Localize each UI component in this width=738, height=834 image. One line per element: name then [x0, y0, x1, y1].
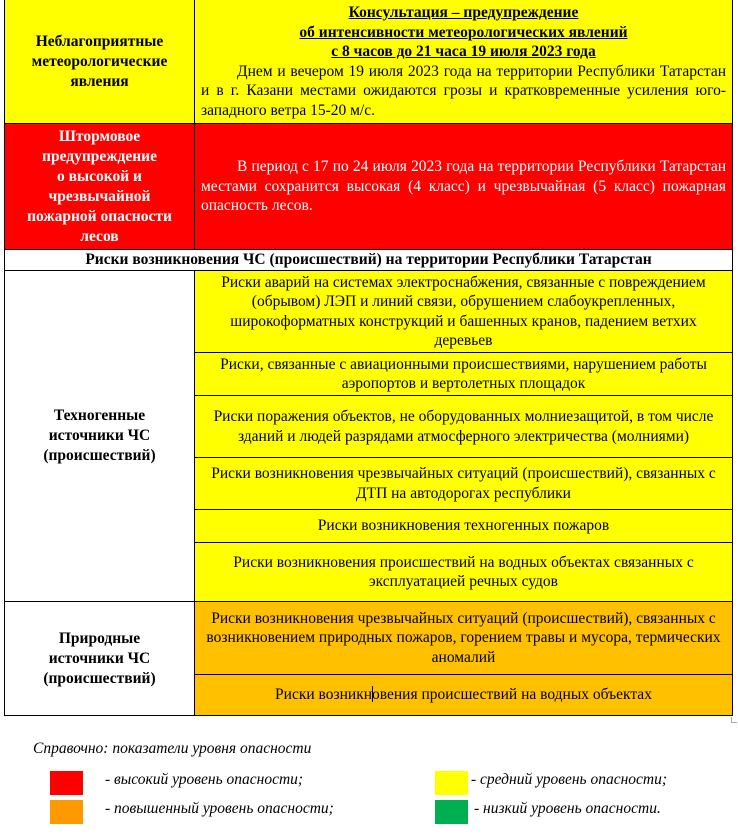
storm-label-line: Штормовое	[58, 127, 141, 145]
legend-swatch-elevated	[50, 800, 83, 824]
storm-label-cell	[5, 124, 195, 250]
legend-swatch-low	[435, 800, 468, 824]
legend-swatch-high	[50, 771, 83, 795]
risk-item-text-part: Риски возникн	[275, 686, 373, 704]
legend-medium: - средний уровень опасности;	[471, 771, 668, 788]
storm-label-line: чрезвычайной	[48, 187, 151, 205]
risks-header: Риски возникновения ЧС (происшествий) на территории Республики Татарстан	[5, 250, 733, 271]
risk-item: Риски возникновения происшествий на водных объектах связанных с эксплуатацией речных судов	[195, 543, 733, 602]
storm-content-cell	[195, 124, 733, 250]
weather-text: Днем и вечером 19 июля 2023 года на территории Республики Татарстан и в г. Казани местами ожидаются грозы и кратковременные усиления юго-западного ветра 15-20 м/с.	[201, 62, 726, 119]
weather-title-line-3: с 8 часов до 21 часа 19 июля 2023 года	[331, 43, 596, 60]
technogenic-label-line: источники ЧС	[48, 427, 151, 444]
technogenic-label-cell	[5, 271, 195, 602]
storm-label-line: лесов	[80, 227, 119, 245]
legend-high: - высокий уровень опасности;	[105, 771, 304, 788]
legend-swatch-medium	[435, 771, 468, 795]
natural-label-line: источники ЧС	[48, 649, 151, 667]
natural-label-line: Природные	[58, 629, 141, 647]
risk-table	[4, 0, 733, 716]
risk-item: Риски возникновения чрезвычайных ситуаций (происшествий), связанных с возникновением природных пожаров, горением травы и мусора, термических аномалий	[195, 602, 733, 675]
risk-item: Риски возникновения чрезвычайных ситуаций (происшествий), связанных с ДТП на автодорогах республики	[195, 458, 733, 510]
risk-item-editable[interactable]	[195, 675, 733, 716]
legend-low: - низкий уровень опасности.	[474, 800, 661, 817]
storm-label-line: предупреждение	[42, 147, 157, 165]
weather-label: Неблагоприятные метеорологические явления	[31, 32, 168, 90]
risk-item: Риски поражения объектов, не оборудованных молниезащитой, в том числе зданий и людей разрядами атмосферного электричества (молниями)	[195, 396, 733, 458]
technogenic-label-line: (происшествий)	[43, 447, 156, 464]
weather-label-cell	[5, 0, 195, 124]
weather-content-cell	[195, 0, 733, 124]
natural-label-line: (происшествий)	[43, 669, 156, 687]
risk-item: Риски возникновения техногенных пожаров	[195, 510, 733, 543]
legend-elevated: - повышенный уровень опасности;	[105, 800, 334, 817]
table-resize-handle[interactable]	[731, 717, 737, 723]
storm-label-line: пожарной опасности	[27, 207, 172, 225]
technogenic-label-line: Техногенные	[53, 407, 146, 424]
risk-item: Риски, связанные с авиационными происшествиями, нарушением работы аэропортов и вертолетных площадок	[195, 353, 733, 396]
legend-title: Справочно: показатели уровня опасности	[33, 740, 312, 757]
weather-title-line-1: Консультация – предупреждение	[348, 4, 579, 21]
weather-title-line-2: об интенсивности метеорологических явлений	[299, 23, 628, 41]
storm-text: В период с 17 по 24 июля 2023 года на территории Республики Татарстан местами сохранится высокая (4 класс) и чрезвычайная (5 класс) пожарная опасность лесов.	[201, 158, 726, 215]
storm-label-line: о высокой и	[57, 167, 142, 185]
risk-item: Риски аварий на системах электроснабжения, связанные с повреждением (обрывом) ЛЭП и линий связи, обрушением слабоукрепленных, широкоформатных конструкций и башенных кранов, падением ветхих деревьев	[195, 271, 733, 353]
risk-item-text-part: овения происшествий на водных объектах	[372, 686, 652, 704]
natural-label-cell	[5, 602, 195, 716]
